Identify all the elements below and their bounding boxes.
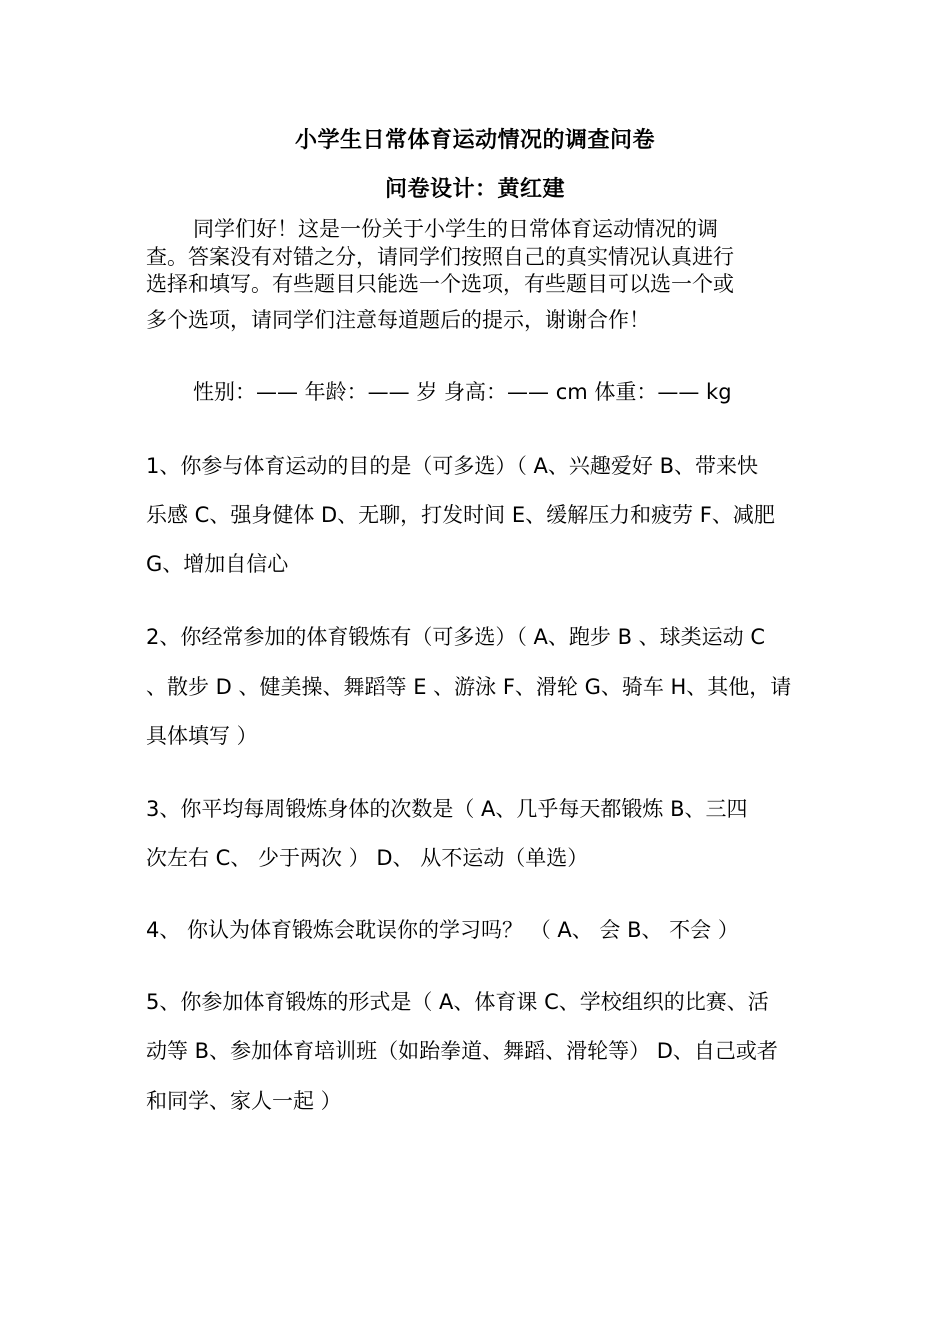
question-5-line: 和同学、家人一起 ）: [146, 1089, 342, 1113]
document-title: 小学生日常体育运动情况的调查问卷: [294, 128, 655, 153]
question-1-line: 乐感 C、强身健体 D、无聊，打发时间 E、缓解压力和疲劳 F、减肥: [146, 503, 775, 527]
question-4-line: 4、 你认为体育锻炼会耽误你的学习吗？ （ A、 会 B、 不会 ）: [146, 918, 739, 942]
intro-line: 查。答案没有对错之分，请同学们按照自己的真实情况认真进行: [146, 245, 734, 269]
question-5-line: 5、你参加体育锻炼的形式是（ A、体育课 C、学校组织的比赛、活: [146, 990, 769, 1014]
intro-line: 多个选项，请同学们注意每道题后的提示，谢谢合作！: [146, 308, 650, 332]
intro-line: 选择和填写。有些题目只能选一个选项，有些题目可以选一个或: [146, 272, 734, 296]
question-3-line: 次左右 C、 少于两次 ） D、 从不运动（单选）: [146, 846, 589, 870]
question-2-line: 具体填写 ）: [146, 724, 258, 748]
question-2-line: 2、你经常参加的体育锻炼有（可多选）（ A、跑步 B 、球类运动 C: [146, 625, 765, 649]
question-3-line: 3、你平均每周锻炼身体的次数是（ A、几乎每天都锻炼 B、三四: [146, 797, 748, 821]
question-5-line: 动等 B、参加体育培训班（如跆拳道、舞蹈、滑轮等） D、自己或者: [146, 1039, 778, 1063]
student-info-line: 性别：—— 年龄：—— 岁 身高：—— cm 体重：—— kg: [193, 380, 732, 404]
question-2-line: 、散步 D 、健美操、舞蹈等 E 、游泳 F、滑轮 G、骑车 H、其他，请: [146, 675, 792, 699]
question-1-line: G、增加自信心: [146, 552, 289, 576]
designer-line: 问卷设计：黄红建: [384, 177, 565, 202]
question-1-line: 1、你参与体育运动的目的是（可多选）（ A、兴趣爱好 B、带来快: [146, 454, 758, 478]
intro-line: 同学们好！这是一份关于小学生的日常体育运动情况的调: [193, 217, 718, 241]
